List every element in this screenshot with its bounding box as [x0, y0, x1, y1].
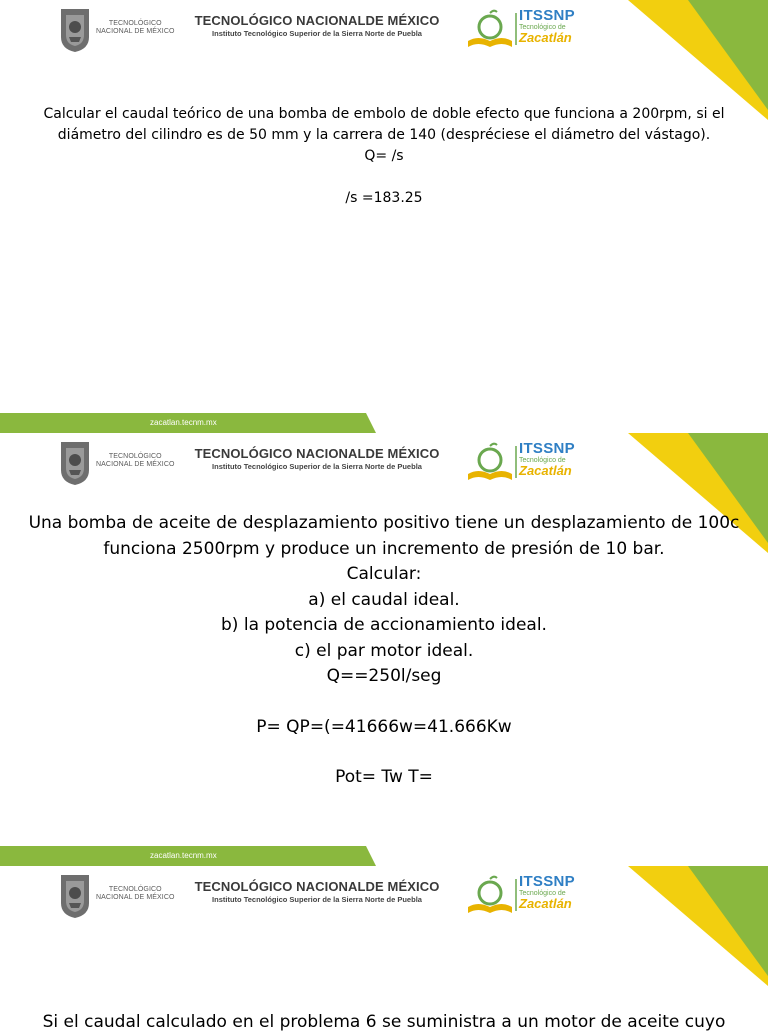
itssnp-wordmark: [519, 8, 575, 44]
institution-subtitle: Instituto Tecnológico Superior de la Sierra Norte de Puebla: [212, 29, 422, 38]
institution-subtitle: Instituto Tecnológico Superior de la Sierra Norte de Puebla: [212, 462, 422, 471]
itssnp-name: ITSSNP: [519, 873, 575, 890]
tecnm-line-1: TECNOLÓGICO: [108, 20, 162, 27]
slide-2: [0, 433, 768, 860]
footer-url: zacatlan.tecnm.mx: [150, 851, 217, 860]
answer-power: P= QP=(=41666w=41.666Kw: [256, 716, 512, 737]
slide-1: [0, 0, 768, 433]
problem-line: Calcular el caudal teórico de una bomba de embolo de doble efecto que funciona a 200rpm, si el: [43, 106, 725, 122]
tecnm-wordmark: [96, 886, 175, 902]
institution-name: TECNOLÓGICO NACIONALDE MÉXICO: [194, 879, 440, 894]
problem-line: funciona 2500rpm y produce un incremento de presión de 10 bar.: [103, 538, 665, 559]
footer-url: zacatlan.tecnm.mx: [150, 418, 217, 427]
institution-name: TECNOLÓGICO NACIONALDE MÉXICO: [194, 446, 440, 461]
question-heading: Calcular:: [346, 564, 422, 584]
tecnm-line-1: TECNOLÓGICO: [108, 453, 162, 460]
corner-decoration: [598, 866, 768, 986]
question-a: a) el caudal ideal.: [308, 589, 460, 610]
itssnp-wordmark: [519, 874, 575, 910]
problem-line: Una bomba de aceite de desplazamiento positivo tiene un desplazamiento de 100c: [28, 513, 740, 533]
tecnm-line-2: NACIONAL DE MÉXICO: [96, 28, 175, 35]
institution-subtitle: Instituto Tecnológico Superior de la Sierra Norte de Puebla: [212, 895, 422, 904]
itssnp-city: Zacatlán: [519, 30, 572, 45]
itssnp-city: Zacatlán: [519, 463, 572, 478]
question-c: c) el par motor ideal.: [294, 640, 474, 661]
tecnm-line-1: TECNOLÓGICO: [108, 886, 162, 893]
problem-text: [0, 104, 768, 209]
tecnm-wordmark: [96, 453, 175, 469]
corner-decoration: [598, 0, 768, 120]
slide-header: [0, 866, 768, 936]
institution-name: TECNOLÓGICO NACIONALDE MÉXICO: [194, 13, 440, 28]
slide-header: [0, 433, 768, 503]
itssnp-city: Zacatlán: [519, 896, 572, 911]
result-line: /s =183.25: [345, 190, 423, 206]
institution-title: [192, 446, 442, 471]
formula-line: Q= /s: [364, 148, 404, 164]
institution-title: [192, 13, 442, 38]
problem-text: [0, 511, 768, 791]
institution-title: [192, 879, 442, 904]
slide-header: [0, 0, 768, 70]
answer-flow: Q==250l/seg: [326, 666, 442, 686]
tecnm-line-2: NACIONAL DE MÉXICO: [96, 894, 175, 901]
itssnp-tagline: Tecnológico de: [519, 890, 566, 897]
itssnp-wordmark: [519, 441, 575, 477]
itssnp-tagline: Tecnológico de: [519, 24, 566, 31]
tecnm-line-2: NACIONAL DE MÉXICO: [96, 461, 175, 468]
answer-torque: Pot= Tw T=: [335, 767, 433, 787]
itssnp-name: ITSSNP: [519, 7, 575, 24]
tecnm-emblem-icon: [57, 7, 93, 53]
slide-footer: [0, 846, 768, 866]
slide-footer: [0, 413, 768, 433]
problem-line: Si el caudal calculado en el problema 6 se suministra a un motor de aceite cuyo: [42, 1012, 726, 1032]
tecnm-emblem-icon: [57, 873, 93, 919]
itssnp-tagline: Tecnológico de: [519, 457, 566, 464]
itssnp-name: ITSSNP: [519, 440, 575, 457]
problem-text: [0, 1010, 768, 1035]
problem-line: diámetro del cilindro es de 50 mm y la carrera de 140 (despréciese el diámetro del vástago).: [57, 127, 711, 143]
question-b: b) la potencia de accionamiento ideal.: [221, 615, 547, 635]
tecnm-emblem-icon: [57, 440, 93, 486]
slide-3: [0, 866, 768, 1032]
tecnm-wordmark: [96, 20, 175, 36]
